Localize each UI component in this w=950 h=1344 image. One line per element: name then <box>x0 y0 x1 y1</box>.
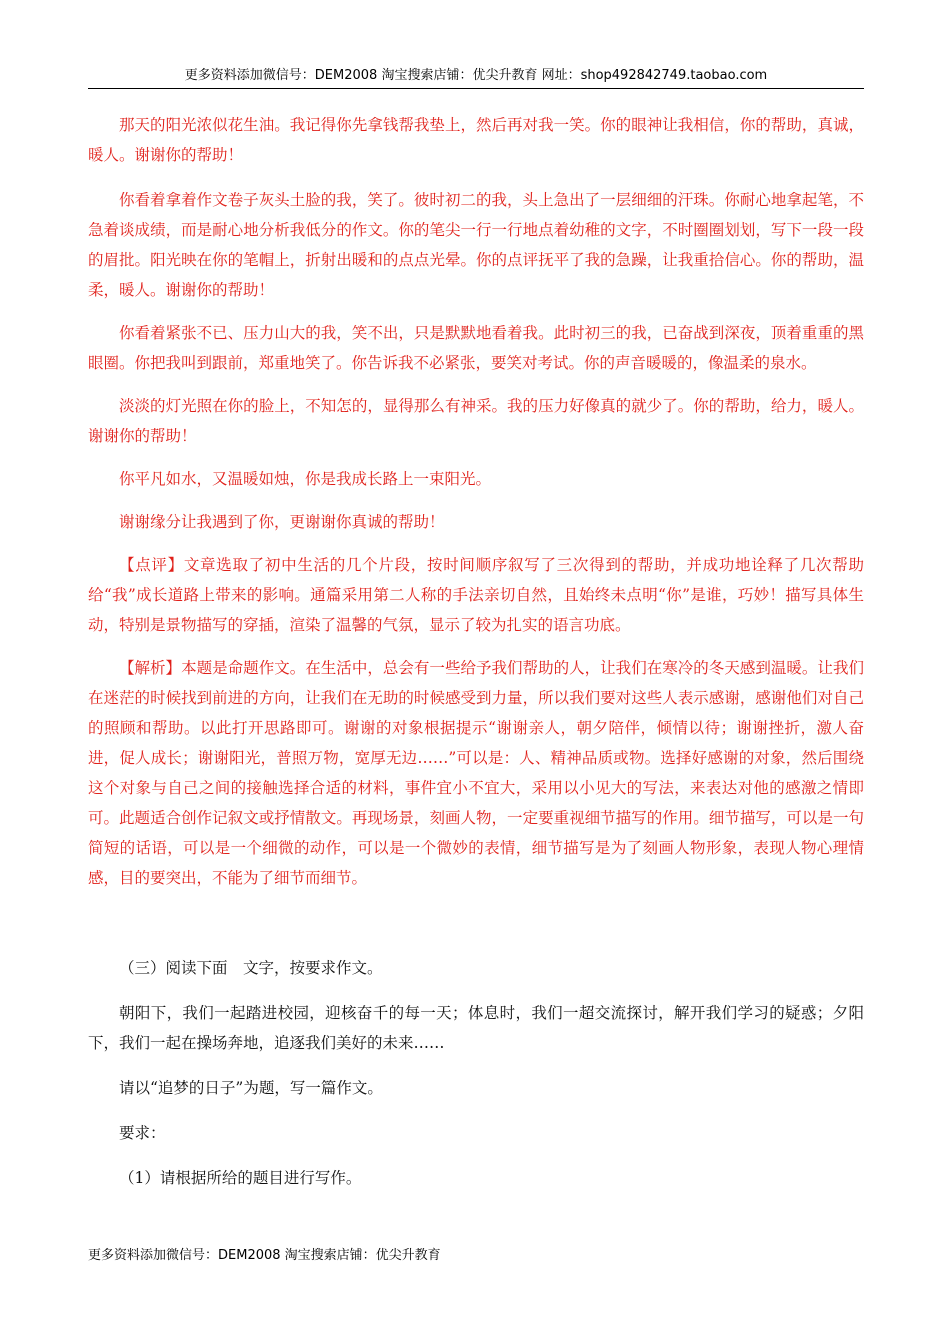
essay-paragraph-5: 你平凡如水，又温暖如烛，你是我成长路上一束阳光。 <box>119 470 492 488</box>
analysis-paragraph <box>88 653 864 893</box>
essay-paragraph-2: 你看着拿着作文卷子灰头土脸的我，笑了。彼时初二的我，头上急出了一层细细的汗珠。你耐心地拿起笔，不急着谈成绩，而是耐心地分析我低分的作文。你的笔尖一行一行地点着幼稚的文字，不时圈圈划划，写下一段一段的眉批。阳光映在你的笔帽上，折射出暖和的点点光晕。你的点评抚平了我的急躁，让我重拾信心。你的帮助，温柔，暖人。谢谢你的帮助！ <box>88 191 864 299</box>
requirement-1: （1）请根据所给的题目进行写作。 <box>119 1169 362 1187</box>
header-divider <box>88 88 864 89</box>
section-three-heading: （三）阅读下面 文字，按要求作文。 <box>119 959 383 977</box>
comment-text: 文章选取了初中生活的几个片段，按时间顺序叙写了三次得到的帮助，并成功地诠释了几次帮助给“我”成长道路上带来的影响。通篇采用第二人称的手法亲切自然，且始终未点明“你”是谁，巧妙！描写具体生动，特别是景物描写的穿插，渲染了温馨的气氛，显示了较为扎实的语言功底。 <box>88 556 864 634</box>
essay-paragraph-4: 淡淡的灯光照在你的脸上，不知怎的，显得那么有神采。我的压力好像真的就少了。你的帮助，给力，暖人。谢谢你的帮助！ <box>88 397 864 445</box>
analysis-tag: 【解析】 <box>119 659 182 677</box>
essay-paragraph-6: 谢谢缘分让我遇到了你，更谢谢你真诚的帮助！ <box>119 513 445 531</box>
essay-task: 请以“追梦的日子”为题，写一篇作文。 <box>119 1079 383 1097</box>
essay-paragraph-1: 那天的阳光浓似花生油。我记得你先拿钱帮我垫上，然后再对我一笑。你的眼神让我相信，你的帮助，真诚，暖人。谢谢你的帮助！ <box>88 116 864 164</box>
comment-tag: 【点评】 <box>119 556 184 574</box>
analysis-text: 本题是命题作文。在生活中，总会有一些给予我们帮助的人，让我们在寒冷的冬天感到温暖。让我们在迷茫的时候找到前进的方向，让我们在无助的时候感受到力量，所以我们要对这些人表示感谢，感谢他们对自己的照顾和帮助。以此打开思路即可。谢谢的对象根据提示“谢谢亲人，朝夕陪伴，倾情以待；谢谢挫折，激人奋进，促人成长；谢谢阳光，普照万物，宽厚无边……”可以是：人、精神品质或物。选择好感谢的对象，然后围绕这个对象与自己之间的接触选择合适的材料，事件宜小不宜大，采用以小见大的写法，来表达对他的感激之情即可。此题适合创作记叙文或抒情散文。再现场景，刻画人物，一定要重视细节描写的作用。细节描写，可以是一句简短的话语，可以是一个细微的动作，可以是一个微妙的表情，细节描写是为了刻画人物形象，表现人物心理情感，目的要突出，不能为了细节而细节。 <box>88 659 864 887</box>
essay-paragraph-3: 你看着紧张不已、压力山大的我，笑不出，只是默默地看着我。此时初三的我，已奋战到深夜，顶着重重的黑眼圈。你把我叫到跟前，郑重地笑了。你告诉我不必紧张，要笑对考试。你的声音暖暖的，像温柔的泉水。 <box>88 324 864 372</box>
page-footer: 更多资料添加微信号：DEM2008 淘宝搜索店铺：优尖升教育 <box>88 1248 441 1263</box>
essay-prompt: 朝阳下，我们一起踏进校园，迎核奋千的每一天；体息时，我们一超交流探讨，解开我们学习的疑惑；夕阳下，我们一起在操场奔地，追逐我们美好的未来…… <box>88 1004 864 1052</box>
requirements-label: 要求： <box>119 1124 166 1142</box>
comment-paragraph <box>88 550 864 640</box>
page-header: 更多资料添加微信号：DEM2008 淘宝搜索店铺：优尖升教育 网址：shop492842749.taobao.com <box>184 68 768 83</box>
document-body <box>88 110 864 1193</box>
